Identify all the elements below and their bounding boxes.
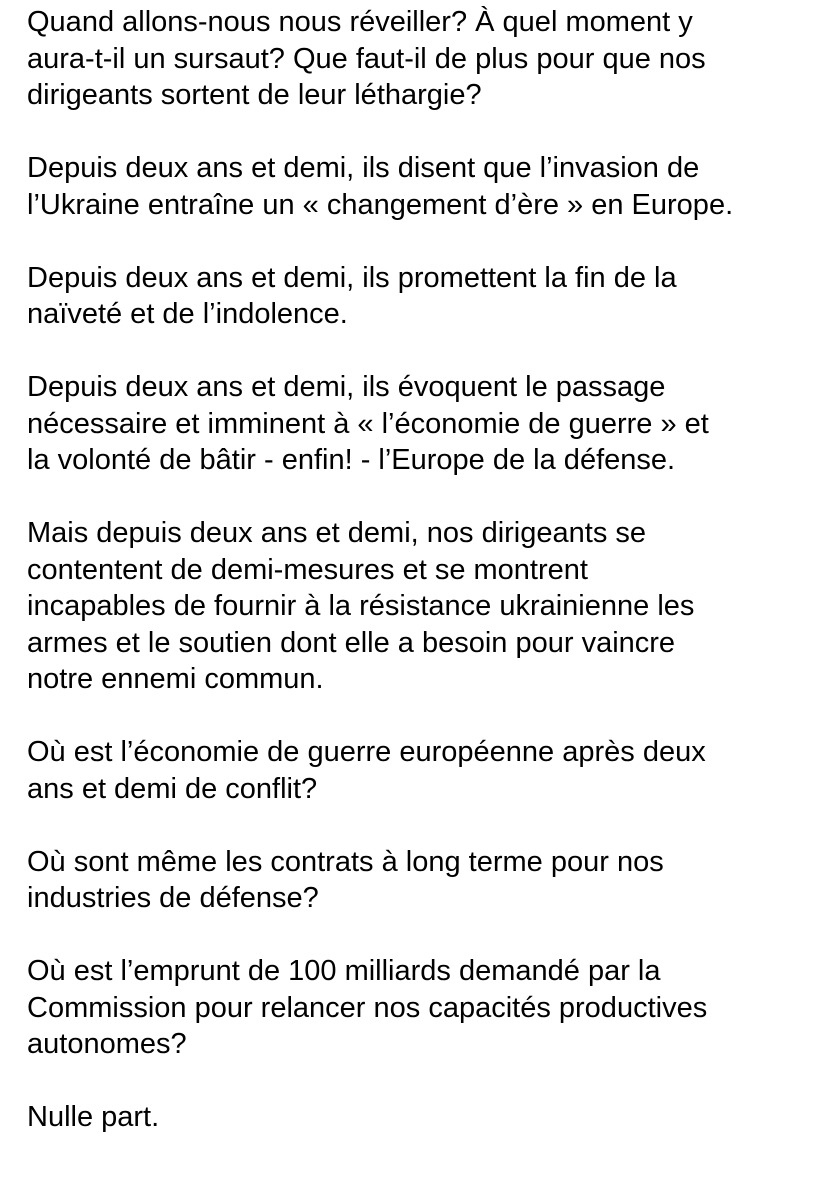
text-line: notre ennemi commun. <box>27 663 324 695</box>
text-line: Depuis deux ans et demi, ils promettent la fin de la <box>27 261 677 294</box>
text-line: naïveté et de l’indolence. <box>27 298 348 330</box>
text-line: Depuis deux ans et demi, ils évoquent le passage <box>27 371 666 403</box>
text-line: armes et le soutien dont elle a besoin pour vaincre <box>27 626 676 659</box>
text-line: ans et demi de conflit? <box>27 772 318 805</box>
paragraph-2 <box>27 150 827 223</box>
paragraph-8 <box>27 953 827 1063</box>
text-line: nécessaire et imminent à « l’économie de guerre » et <box>27 407 709 440</box>
text-line: Depuis deux ans et demi, ils disent que l’invasion de <box>27 152 700 184</box>
paragraph-6 <box>27 734 827 807</box>
text-line: incapables de fournir à la résistance ukrainienne les <box>27 590 695 622</box>
paragraph-9 <box>27 1099 827 1136</box>
text-line: Nulle part. <box>27 1101 160 1133</box>
text-line: la volonté de bâtir - enfin! - l’Europe de la défense. <box>27 444 676 476</box>
text-line: Où est l’emprunt de 100 milliards demandé par la <box>27 955 661 987</box>
text-line: Où est l’économie de guerre européenne après deux <box>27 736 706 768</box>
text-line: Quand allons-nous nous réveiller? À quel moment y <box>27 6 693 38</box>
paragraph-3 <box>27 260 827 333</box>
document-body <box>27 0 827 1172</box>
paragraph-1 <box>27 4 827 114</box>
text-line: l’Ukraine entraîne un « changement d’ère » en Europe. <box>27 188 734 221</box>
text-line: dirigeants sortent de leur léthargie? <box>27 79 482 111</box>
paragraph-5 <box>27 515 827 698</box>
text-line: Commission pour relancer nos capacités productives <box>27 991 708 1024</box>
text-line: contentent de demi-mesures et se montrent <box>27 553 588 586</box>
text-line: autonomes? <box>27 1028 187 1060</box>
paragraph-4 <box>27 369 827 479</box>
text-line: Mais depuis deux ans et demi, nos dirigeants se <box>27 517 647 549</box>
text-line: Où sont même les contrats à long terme pour nos <box>27 845 664 878</box>
text-line: industries de défense? <box>27 882 319 914</box>
text-line: aura-t-il un sursaut? Que faut-il de plus pour que nos <box>27 42 706 75</box>
paragraph-7 <box>27 844 827 917</box>
